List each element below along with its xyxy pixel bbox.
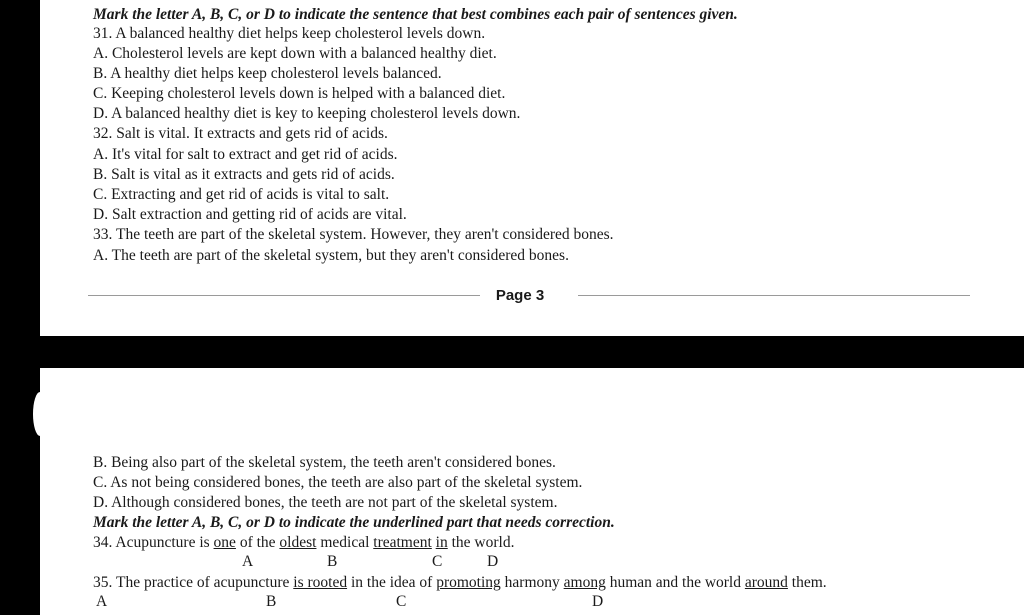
q35-mark-a: A xyxy=(96,593,108,610)
q31-option-c: C. Keeping cholesterol levels down is helped with a balanced diet. xyxy=(93,85,506,102)
q32-option-a: A. It's vital for salt to extract and get rid of acids. xyxy=(93,146,398,163)
q35-underlined-d: around xyxy=(744,574,788,591)
footer-rule-left xyxy=(88,295,480,296)
instruction-correction: Mark the letter A, B, C, or D to indicate the underlined part that needs correction. xyxy=(93,514,615,531)
q34-underlined-b: oldest xyxy=(279,534,317,551)
page-number: Page 3 xyxy=(495,287,545,304)
q35-underlined-c: among xyxy=(563,574,606,591)
q35-mark-c: C xyxy=(396,593,407,610)
q31-option-a: A. Cholesterol levels are kept down with a balanced healthy diet. xyxy=(93,45,497,62)
q34-mark-b: B xyxy=(327,553,338,570)
q34-mark-a: A xyxy=(242,553,254,570)
q32-option-c: C. Extracting and get rid of acids is vital to salt. xyxy=(93,186,390,203)
q33-stem: 33. The teeth are part of the skeletal system. However, they aren't considered bones. xyxy=(93,226,614,243)
q34-underlined-a: one xyxy=(213,534,236,551)
q33-option-b: B. Being also part of the skeletal system, the teeth aren't considered bones. xyxy=(93,454,556,471)
q34-text: the world. xyxy=(447,534,515,551)
q32-option-d: D. Salt extraction and getting rid of acids are vital. xyxy=(93,206,407,223)
q35-sentence xyxy=(93,573,827,593)
q35-mark-b: B xyxy=(266,593,277,610)
q35-text: them. xyxy=(787,574,827,591)
q34-sentence xyxy=(93,533,514,553)
q34-text: 34. Acupuncture is xyxy=(93,534,214,551)
footer-rule-right xyxy=(578,295,970,296)
q35-mark-d: D xyxy=(592,593,604,610)
q34-mark-d: D xyxy=(487,553,499,570)
q31-option-b: B. A healthy diet helps keep cholesterol levels balanced. xyxy=(93,65,442,82)
page-edge-curl xyxy=(33,392,47,436)
q34-mark-c: C xyxy=(432,553,443,570)
q32-option-b: B. Salt is vital as it extracts and gets rid of acids. xyxy=(93,166,395,183)
q31-option-d: D. A balanced healthy diet is key to keeping cholesterol levels down. xyxy=(93,105,521,122)
q35-text: 35. The practice of acupuncture xyxy=(93,574,294,591)
instruction-combine: Mark the letter A, B, C, or D to indicate the sentence that best combines each pair of sentences given. xyxy=(93,6,738,23)
q33-option-d: D. Although considered bones, the teeth are not part of the skeletal system. xyxy=(93,494,558,511)
q35-text: harmony xyxy=(500,574,564,591)
q32-stem: 32. Salt is vital. It extracts and gets rid of acids. xyxy=(93,125,388,142)
q35-underlined-a: is rooted xyxy=(293,574,348,591)
q33-option-c: C. As not being considered bones, the teeth are also part of the skeletal system. xyxy=(93,474,583,491)
q31-stem: 31. A balanced healthy diet helps keep cholesterol levels down. xyxy=(93,25,486,42)
q34-underlined-c: treatment xyxy=(373,534,432,551)
q34-text: of the xyxy=(235,534,280,551)
q34-text: medical xyxy=(316,534,374,551)
q33-option-a: A. The teeth are part of the skeletal system, but they aren't considered bones. xyxy=(93,247,569,264)
q35-text: in the idea of xyxy=(347,574,437,591)
q35-underlined-b: promoting xyxy=(436,574,501,591)
q35-text: human and the world xyxy=(605,574,745,591)
q34-underlined-d: in xyxy=(435,534,448,551)
